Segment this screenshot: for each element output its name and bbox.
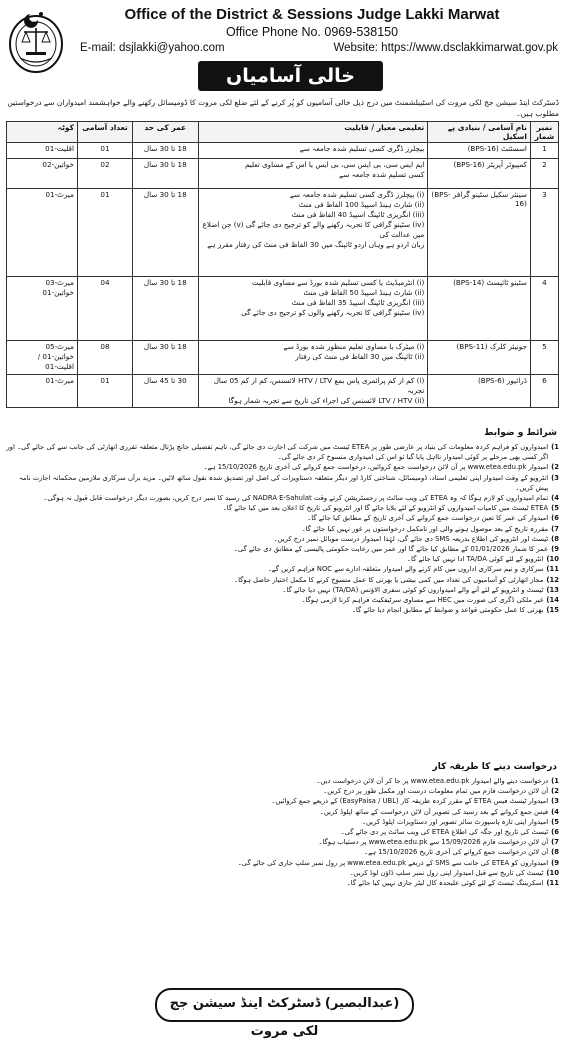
count-cell bbox=[77, 189, 132, 277]
serial-cell bbox=[530, 277, 558, 341]
item-number: 5) bbox=[551, 504, 559, 513]
item-number: 3) bbox=[551, 797, 559, 806]
qualification-line: (ii) ٹائپنگ میں 30 الفاظ فی منٹ کی رفتار bbox=[295, 352, 425, 361]
post-count: 01 bbox=[100, 376, 110, 385]
item-number: 3) bbox=[551, 473, 559, 482]
post-count: 04 bbox=[100, 278, 110, 287]
procedure-item bbox=[6, 858, 559, 868]
condition-item bbox=[6, 585, 559, 595]
contact-line bbox=[80, 42, 558, 54]
conditions-title: شرائط و ضوابط bbox=[484, 428, 557, 438]
condition-item bbox=[6, 503, 559, 513]
col-age: عمر کی حد bbox=[132, 122, 198, 143]
qualification-cell bbox=[198, 375, 428, 408]
item-number: 12) bbox=[546, 575, 559, 584]
age-cell bbox=[132, 375, 198, 408]
vacancies-body bbox=[7, 143, 559, 408]
item-text: ETEA ٹیسٹ میں کامیاب امیدواروں کو انٹرویو کے لئے بلایا جائے گا اور انٹرویو کی تاریخ کا اعلان بعد میں کیا جائے گا۔ bbox=[222, 504, 549, 513]
item-number: 6) bbox=[551, 828, 559, 837]
qualification-line: زبان اردو ہے وہاں اردو ٹائپنگ میں 30 الفاظ فی منٹ کی رفتار مقرر ہے bbox=[207, 240, 425, 249]
quota-line: میرٹ-03 bbox=[45, 278, 74, 287]
quota-line: اقلیت-01 bbox=[45, 144, 74, 153]
item-text: انٹرویو کے وقت امیدوار اپنی تعلیمی اسناد، ڈومیسائل، شناختی کارڈ اور دیگر متعلقہ دستاویزات کی اصل اور تصدیق شدہ نقول ساتھ لائیں۔ مزید برآں سرکاری ملازمین محکمانہ اجازت نامہ پیش کریں۔ bbox=[18, 473, 549, 492]
item-text: امیدواروں کو ETEA کی جانب سے SMS کے ذریعے www.etea.edu.pk پر رول نمبر سلپ جاری کی جائے گی۔ bbox=[237, 858, 549, 867]
post-cell bbox=[428, 375, 531, 408]
court-emblem-icon bbox=[8, 8, 64, 74]
procedure-item bbox=[6, 807, 559, 817]
post-cell bbox=[428, 143, 531, 159]
count-cell bbox=[77, 143, 132, 159]
intro-text: ڈسٹرکٹ اینڈ سیشن جج لکی مروت کی اسٹیبلشمنٹ میں درج ذیل خالی آسامیوں کو پُر کرنے کے لئے ضلع لکی مروت کا ڈومیسائل رکھنے والے خواہشمند امیدواران سے درخواستیں مطلوب ہیں۔ bbox=[7, 98, 559, 118]
qualification-line: (iv) سٹینو گرافی کا تجربہ رکھنے والے کو ترجیح دی جائے گی (v) جن اضلاع میں عدالت کی bbox=[202, 220, 425, 239]
quota-cell bbox=[7, 341, 78, 375]
vacancies-table bbox=[6, 121, 559, 408]
conditions-list bbox=[6, 442, 559, 615]
condition-item bbox=[6, 473, 559, 493]
serial-number: 1 bbox=[542, 144, 547, 153]
item-number: 7) bbox=[551, 838, 559, 847]
condition-item bbox=[6, 493, 559, 503]
post-cell bbox=[428, 159, 531, 189]
post-count: 01 bbox=[100, 190, 110, 199]
item-number: 8) bbox=[551, 848, 559, 857]
item-number: 8) bbox=[551, 534, 559, 543]
table-row bbox=[7, 341, 559, 375]
qualification-line: ایم ایس سی، بی ایس سی، بی ایس یا اس کے مساوی تعلیم bbox=[244, 160, 425, 169]
condition-item bbox=[6, 513, 559, 523]
age-cell bbox=[132, 189, 198, 277]
item-text: غیر ملکی ڈگری کی صورت میں HEC سے مساوی سرٹیفکیٹ فراہم کرنا لازمی ہوگا۔ bbox=[301, 596, 544, 605]
quota-line: خواتین-01 bbox=[42, 288, 74, 297]
item-number: 4) bbox=[551, 494, 559, 503]
post-count: 02 bbox=[100, 160, 110, 169]
serial-number: 5 bbox=[542, 342, 547, 351]
age-limit: 18 تا 30 سال bbox=[143, 144, 187, 153]
quota-line: خواتین-02 bbox=[42, 160, 74, 169]
item-text: تمام امیدواروں کو لازم ہوگا کہ وہ ETEA کی ویب سائٹ پر رجسٹریشن کرتے وقت NADRA E-Sahulat کی رسید کا نمبر درج کریں، بصورت دیگر درخواست قابل قبول نہ ہوگی۔ bbox=[43, 494, 549, 503]
item-text: انٹرویو کے لئے کوئی TA/DA ادا نہیں کیا جائے گا۔ bbox=[407, 555, 544, 564]
age-limit: 18 تا 30 سال bbox=[143, 160, 187, 169]
post-name: کمپیوٹر آپریٹر bbox=[486, 160, 527, 169]
quota-cell bbox=[7, 189, 78, 277]
quota-line: میرٹ-01 bbox=[45, 190, 74, 199]
col-post: نام آسامی / بنیادی پے اسکیل bbox=[428, 122, 531, 143]
item-text: ٹیسٹ اور انٹرویو کی اطلاع بذریعہ SMS دی جائے گی، لہٰذا امیدوار درست موبائل نمبر درج کریں۔ bbox=[273, 534, 549, 543]
item-number: 14) bbox=[546, 596, 559, 605]
serial-number: 4 bbox=[542, 278, 547, 287]
office-title: Office of the District & Sessions Judge Lakki Marwat bbox=[124, 6, 500, 23]
qualification-line: (ii) LTV / HTV لائسنس کی اجراء کی تاریخ سے تجربہ شمار ہوگا bbox=[228, 396, 425, 405]
procedure-item bbox=[6, 827, 559, 837]
item-number: 10) bbox=[546, 868, 559, 877]
item-text: مجاز اتھارٹی کو آسامیوں کی تعداد میں کمی بیشی یا بھرتی کا عمل منسوخ کرنے کا مکمل اختیار حاصل ہوگا۔ bbox=[234, 575, 544, 584]
item-text: عمر کا شمار 01/01/2026 کے مطابق کیا جائے گا اور عمر میں رعایت حکومتی پالیسی کے مطابق دی جائے گی۔ bbox=[233, 545, 549, 554]
table-row bbox=[7, 375, 559, 408]
item-text: سرکاری و نیم سرکاری اداروں میں کام کرنے والے امیدوار متعلقہ ادارے سے NOC فراہم کریں گے۔ bbox=[267, 565, 544, 574]
table-row bbox=[7, 189, 559, 277]
quota-line: میرٹ-01 bbox=[45, 376, 74, 385]
item-number: 9) bbox=[551, 545, 559, 554]
quota-cell bbox=[7, 277, 78, 341]
item-number: 2) bbox=[551, 787, 559, 796]
item-text: امیدواروں کو فراہم کردہ معلومات کی بنیاد پر عارضی طور پر ETEA ٹیسٹ میں شرکت کی اجازت دی جائے گی، تاہم تفصیلی جانچ پڑتال متعلقہ تقرری اتھارٹی کی جانب سے کی جائے گی۔ اور اگر کسی بھی مرحلے پر کوئی امیدوار نااہل پایا گیا تو اس کی امیدواری منسوخ کر دی جائے گی۔ bbox=[6, 443, 549, 462]
table-header-row bbox=[7, 122, 559, 143]
qualification-line: (i) کم از کم پرائمری پاس بمع HTV / LTV لائسنس، کم از کم 05 سال تجربہ bbox=[213, 376, 425, 395]
item-text: امیدوار کی عمر کا تعین درخواست جمع کروانے کی آخری تاریخ کے مطابق کیا جائے گا۔ bbox=[307, 514, 549, 523]
procedure-item bbox=[6, 837, 559, 847]
serial-number: 6 bbox=[542, 376, 547, 385]
count-cell bbox=[77, 375, 132, 408]
age-limit: 30 تا 45 سال bbox=[143, 376, 187, 385]
age-limit: 18 تا 30 سال bbox=[143, 190, 187, 199]
item-text: ٹیسٹ و انٹرویو کے لئے آنے والے امیدواروں کو کوئی سفری الاؤنس (TA/DA) نہیں دیا جائے گا۔ bbox=[282, 585, 544, 594]
item-text: امیدوار اپنی تازہ پاسپورٹ سائز تصویر اور دستاویزات اپلوڈ کریں۔ bbox=[362, 817, 549, 826]
procedure-item bbox=[6, 776, 559, 786]
count-cell bbox=[77, 341, 132, 375]
post-scale: (BPS-6) bbox=[477, 376, 505, 385]
post-scale: (BPS-14) bbox=[453, 278, 485, 287]
procedure-list bbox=[6, 776, 559, 888]
item-number: 4) bbox=[551, 807, 559, 816]
qualification-cell bbox=[198, 189, 428, 277]
item-text: آن لائن درخواست فارم 15/09/2026 سے www.etea.edu.pk پر دستیاب ہوگا۔ bbox=[318, 838, 549, 847]
table-row bbox=[7, 277, 559, 341]
qualification-line: بیچلرز ڈگری کسی تسلیم شدہ جامعہ سے bbox=[299, 144, 425, 153]
procedure-item bbox=[6, 796, 559, 806]
condition-item bbox=[6, 442, 559, 462]
procedure-item bbox=[6, 868, 559, 878]
procedure-item bbox=[6, 847, 559, 857]
website-text: Website: https://www.dsclakkimarwat.gov.pk bbox=[333, 42, 558, 54]
item-number: 6) bbox=[551, 514, 559, 523]
item-text: بھرتی کا عمل حکومتی قواعد و ضوابط کے مطابق انجام دیا جائے گا۔ bbox=[351, 606, 544, 615]
post-count: 01 bbox=[100, 144, 110, 153]
serial-cell bbox=[530, 375, 558, 408]
condition-item bbox=[6, 524, 559, 534]
qualification-line: (iv) سٹینو گرافی کا تجربہ رکھنے والوں کو ترجیح دی جائے گی bbox=[241, 308, 425, 317]
qualification-line: (iii) انگریزی ٹائپنگ اسپیڈ 35 الفاظ فی منٹ bbox=[291, 298, 425, 307]
post-name: جونیئر کلرک bbox=[489, 342, 527, 351]
condition-item bbox=[6, 595, 559, 605]
item-number: 9) bbox=[551, 858, 559, 867]
serial-cell bbox=[530, 189, 558, 277]
post-name: سٹینو ٹائپسٹ bbox=[486, 278, 527, 287]
item-number: 1) bbox=[551, 443, 559, 451]
qualification-cell bbox=[198, 277, 428, 341]
qualification-line: (i) بیچلرز ڈگری کسی تسلیم شدہ جامعہ سے bbox=[289, 190, 425, 199]
qualification-cell bbox=[198, 159, 428, 189]
age-cell bbox=[132, 143, 198, 159]
procedure-title: درخواست دینے کا طریقہ کار bbox=[432, 762, 557, 772]
age-limit: 18 تا 30 سال bbox=[143, 342, 187, 351]
item-text: آن لائن درخواست فارم میں تمام معلومات درست اور مکمل طور پر درج کریں۔ bbox=[323, 787, 549, 796]
age-limit: 18 تا 30 سال bbox=[143, 278, 187, 287]
item-text: ٹیسٹ کی تاریخ اور جگہ کی اطلاع ETEA کی ویب سائٹ پر دی جائے گی۔ bbox=[340, 828, 549, 837]
item-number: 5) bbox=[551, 817, 559, 826]
qualification-line: کسی تسلیم شدہ جامعہ سے bbox=[339, 170, 425, 179]
item-number: 2) bbox=[551, 463, 559, 472]
post-scale: (BPS-16) bbox=[453, 160, 485, 169]
count-cell bbox=[77, 277, 132, 341]
table-row bbox=[7, 143, 559, 159]
qualification-cell bbox=[198, 143, 428, 159]
serial-cell bbox=[530, 159, 558, 189]
qualification-line: (i) انٹرمیڈیٹ یا کسی تسلیم شدہ بورڈ سے مساوی قابلیت bbox=[251, 278, 425, 287]
age-cell bbox=[132, 277, 198, 341]
post-name: سینئر سکیل سٹینو گرافر bbox=[452, 190, 527, 199]
serial-number: 2 bbox=[542, 160, 547, 169]
qualification-line: (iii) انگریزی ٹائپنگ اسپیڈ 40 الفاظ فی منٹ bbox=[291, 210, 425, 219]
procedure-item bbox=[6, 817, 559, 827]
post-count: 08 bbox=[100, 342, 110, 351]
signature-footer: (عبدالبصیر) ڈسٹرکٹ اینڈ سیشن جج لکی مروت bbox=[155, 988, 414, 1022]
col-qualification: تعلیمی معیار / قابلیت bbox=[198, 122, 428, 143]
post-cell bbox=[428, 341, 531, 375]
col-serial: نمبر شمار bbox=[530, 122, 558, 143]
condition-item bbox=[6, 462, 559, 472]
qualification-line: (ii) شارٹ ہینڈ اسپیڈ 100 الفاظ فی منٹ bbox=[298, 200, 425, 209]
vacancies-banner: خالی آسامیاں bbox=[198, 61, 383, 91]
item-text: آن لائن درخواست جمع کروانے کی آخری تاریخ 15/10/2026 ہے۔ bbox=[364, 848, 549, 857]
condition-item bbox=[6, 534, 559, 544]
post-scale: (BPS-16) bbox=[467, 144, 499, 153]
item-text: درخواست دینے والے امیدوار www.etea.edu.pk پر جا کر آن لائن درخواست دیں۔ bbox=[316, 777, 549, 785]
condition-item bbox=[6, 575, 559, 585]
quota-line: خواتین-01 / اقلیت-01 bbox=[37, 352, 74, 371]
item-number: 11) bbox=[546, 879, 559, 888]
quota-cell bbox=[7, 375, 78, 408]
serial-cell bbox=[530, 143, 558, 159]
qualification-line: (ii) شارٹ ہینڈ اسپیڈ 50 الفاظ فی منٹ bbox=[303, 288, 425, 297]
post-name: اسسٹنٹ bbox=[501, 144, 527, 153]
post-cell bbox=[428, 189, 531, 277]
quota-cell bbox=[7, 159, 78, 189]
procedure-item bbox=[6, 878, 559, 888]
item-text: امیدوار www.etea.edu.pk پر آن لائن درخواست جمع کروائیں، درخواست جمع کروانے کی آخری تاریخ 15/10/2026 ہے۔ bbox=[203, 463, 549, 472]
item-number: 1) bbox=[551, 777, 559, 785]
post-cell bbox=[428, 277, 531, 341]
item-text: مقررہ تاریخ کے بعد موصول ہونے والی اور نامکمل درخواستوں پر غور نہیں کیا جائے گا۔ bbox=[301, 524, 549, 533]
serial-number: 3 bbox=[542, 190, 547, 199]
age-cell bbox=[132, 341, 198, 375]
email-text: E-mail: dsjlakki@yahoo.com bbox=[80, 42, 225, 54]
item-text: فیس جمع کروانے کے بعد رسید کی تصویر آن لائن درخواست کے ساتھ اپلوڈ کریں۔ bbox=[319, 807, 549, 816]
count-cell bbox=[77, 159, 132, 189]
condition-item bbox=[6, 554, 559, 564]
item-number: 15) bbox=[546, 606, 559, 615]
item-number: 10) bbox=[546, 555, 559, 564]
quota-cell bbox=[7, 143, 78, 159]
item-number: 13) bbox=[546, 585, 559, 594]
item-number: 11) bbox=[546, 565, 559, 574]
item-text: امیدوار ٹیسٹ فیس ETEA کے مقرر کردہ طریقہ کار (EasyPaisa / UBL) کے ذریعے جمع کروائیں۔ bbox=[271, 797, 549, 806]
quota-line: میرٹ-05 bbox=[45, 342, 74, 351]
procedure-item bbox=[6, 786, 559, 796]
condition-item bbox=[6, 605, 559, 615]
post-name: ڈرائیور bbox=[506, 376, 527, 385]
office-phone: Office Phone No. 0969-538150 bbox=[225, 25, 399, 39]
table-row bbox=[7, 159, 559, 189]
item-text: ٹیسٹ کی تاریخ سے قبل امیدوار اپنی رول نمبر سلپ ڈاؤن لوڈ کریں۔ bbox=[349, 868, 544, 877]
condition-item bbox=[6, 544, 559, 554]
condition-item bbox=[6, 564, 559, 574]
post-scale: (BPS-16) bbox=[431, 190, 527, 208]
qualification-cell bbox=[198, 341, 428, 375]
age-cell bbox=[132, 159, 198, 189]
item-text: اسکریننگ ٹیسٹ کے لئے کوئی علیحدہ کال لیٹر جاری نہیں کیا جائے گا۔ bbox=[346, 879, 544, 888]
qualification-line: (i) میٹرک یا مساوی تعلیم منظور شدہ بورڈ سے bbox=[283, 342, 425, 351]
col-quota: کوٹہ bbox=[7, 122, 78, 143]
item-number: 7) bbox=[551, 524, 559, 533]
serial-cell bbox=[530, 341, 558, 375]
post-scale: (BPS-11) bbox=[456, 342, 488, 351]
header bbox=[0, 0, 565, 100]
col-count: تعداد آسامی bbox=[77, 122, 132, 143]
